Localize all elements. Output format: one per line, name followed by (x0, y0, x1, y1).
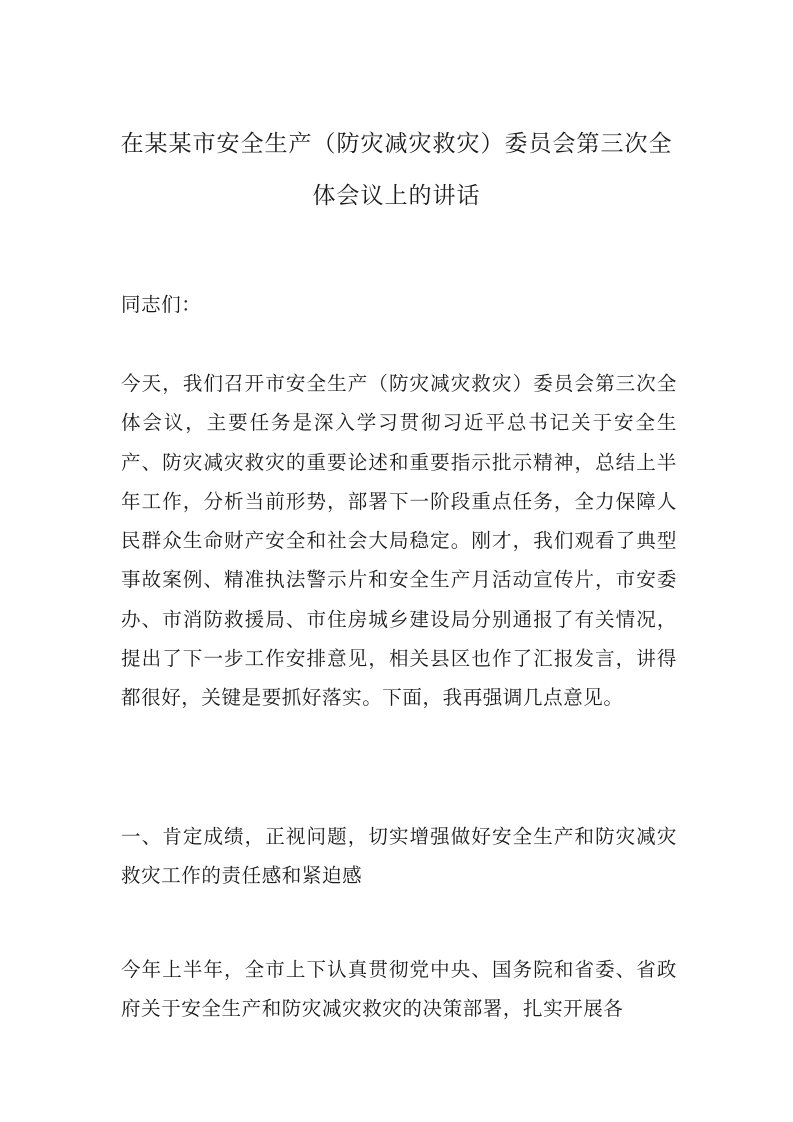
salutation: 同志们： (121, 293, 202, 316)
document-title: 在某某市安全生产（防灾减灾救灾）委员会第三次全体会议上的讲话 (120, 131, 673, 209)
paragraph-section-one: 今年上半年，全市上下认真贯彻党中央、国务院和省委、省政府关于安全生产和防灾减灾救灾的决策部署，扎实开展各 (121, 958, 677, 1021)
section-heading: 一、肯定成绩，正视问题，切实增强做好安全生产和防灾减灾救灾工作的责任感和紧迫感 (121, 825, 677, 888)
paragraph-intro: 今天，我们召开市安全生产（防灾减灾救灾）委员会第三次全体会议，主要任务是深入学习贯彻习近平总书记关于安全生产、防灾减灾救灾的重要论述和重要指示批示精神，总结上半年工作，分析当前形势，部署下一阶段重点任务，全力保障人民群众生命财产安全和社会大局稳定。刚才，我们观看了典型事故案例、精准执法警示片和安全生产月活动宣传片，市安委办、市消防救援局、市住房城乡建设局分别通报了有关情况，提出了下一步工作安排意见，相关县区也作了汇报发言，讲得都很好，关键是要抓好落实。下面，我再强调几点意见。 (121, 372, 677, 710)
